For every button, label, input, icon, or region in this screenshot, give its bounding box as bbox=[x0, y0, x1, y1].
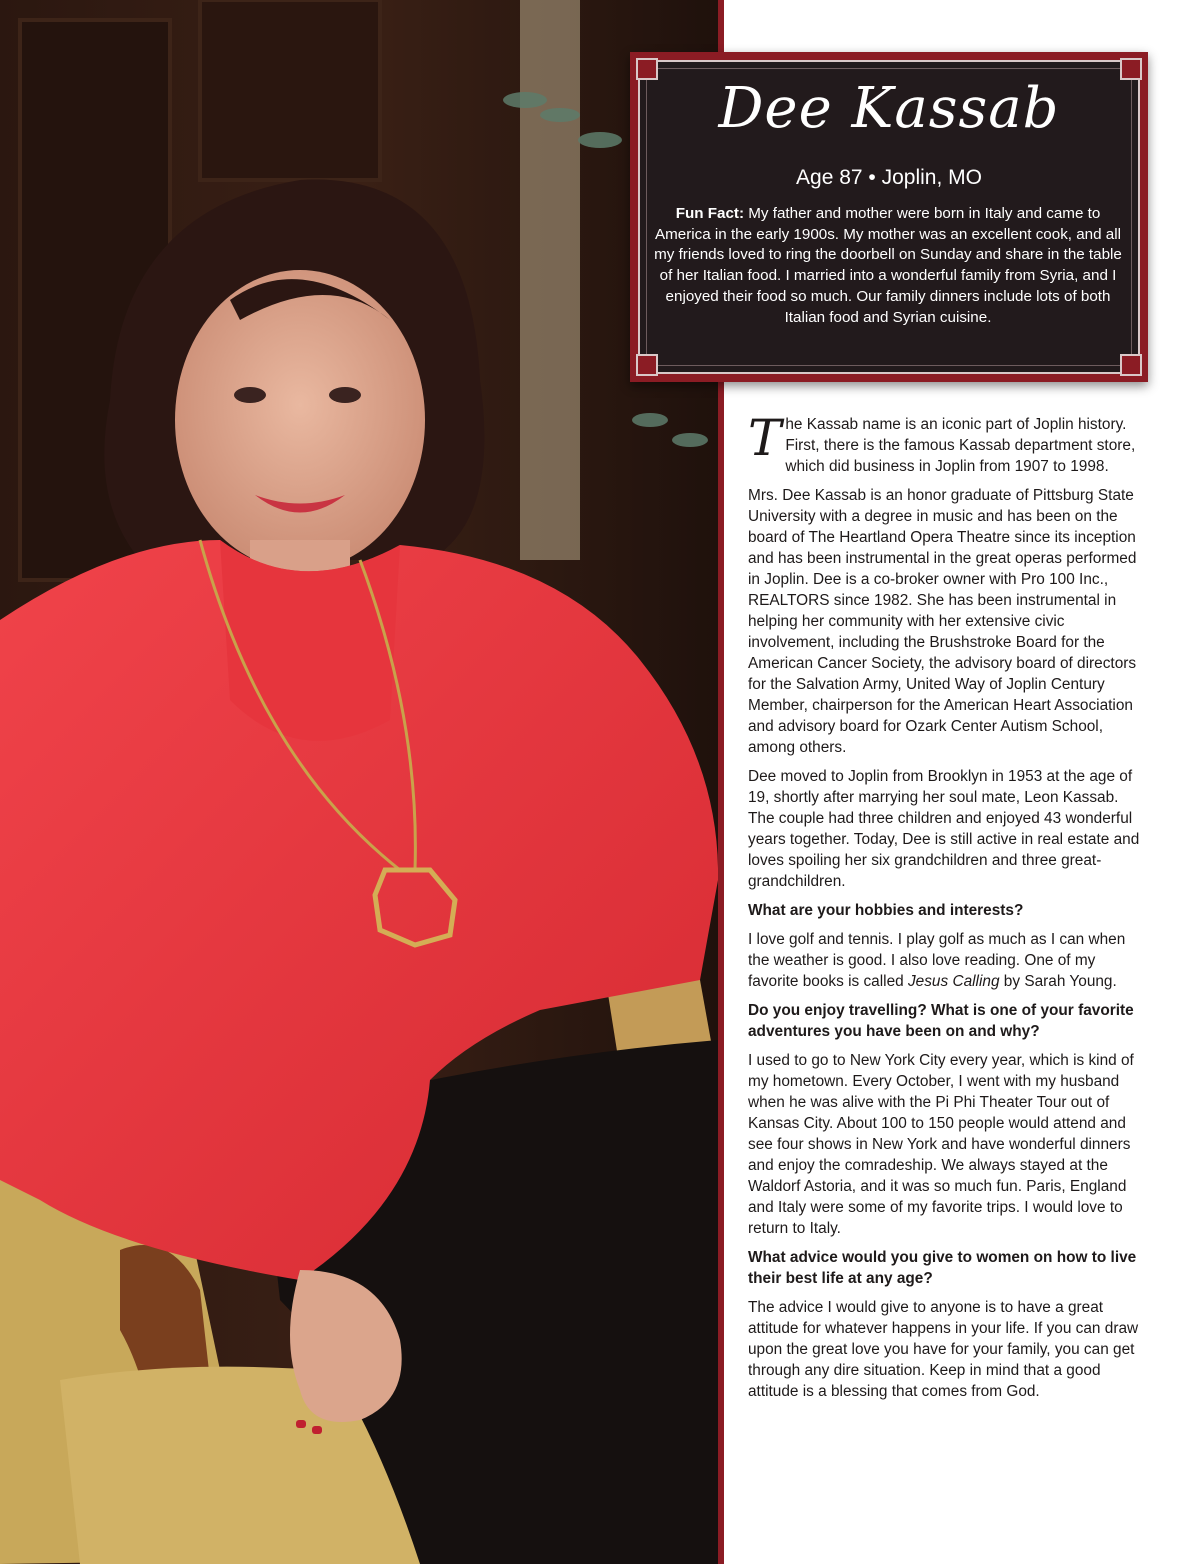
fun-fact-text: My father and mother were born in Italy and came to America in the early 1900s. My mother was an excellent cook, and all my friends loved to ring the doorbell on Sunday and share in the table of her Italian food. I married into a wonderful family from Syria, and I enjoyed their food so much. Our family dinners include lots of both Italian food and Syrian cuisine. bbox=[654, 205, 1122, 326]
answer-text: by Sarah Young. bbox=[999, 973, 1117, 990]
question-heading: Do you enjoy travelling? What is one of your favorite adventures you have been on and why? bbox=[748, 1002, 1134, 1040]
question-heading: What are your hobbies and interests? bbox=[748, 902, 1024, 919]
face bbox=[175, 270, 425, 570]
lamp-pole bbox=[520, 0, 580, 560]
answer-paragraph: The advice I would give to anyone is to have a great attitude for whatever happens in your life. If you can draw upon the great love you have for your family, you can get through any dire situation. Keep in mind that a good attitude is a blessing that comes from God. bbox=[748, 1299, 1139, 1400]
profile-age-location: Age 87 • Joplin, MO bbox=[796, 166, 982, 189]
answer-text: I love golf and tennis. I play golf as much as I can when the weather is good. I also love reading. One of my favorite books is called bbox=[748, 931, 1126, 990]
fun-fact bbox=[650, 204, 1126, 328]
profile-name: Dee Kassab bbox=[718, 76, 1060, 141]
article-paragraph: Mrs. Dee Kassab is an honor graduate of Pittsburg State University with a degree in music and has been on the board of The Heartland Opera Theatre since its inception and has been instrumental in the great operas performed in Joplin. Dee is a co-broker owner with Pro 100 Inc., REALTORS since 1982. She has been instrumental in helping her community with her extensive civic involvement, including the Brushstroke Board for the American Cancer Society, the advisory board of directors for the Salvation Army, United Way of Joplin Century Member, chairperson for the American Heart Association and advisory board for Ozark Center Autism School, among others. bbox=[748, 487, 1137, 756]
article-body bbox=[748, 409, 1142, 1410]
article-intro bbox=[748, 409, 1142, 477]
intro-text: he Kassab name is an iconic part of Joplin history. First, there is the famous Kassab department store, which did business in Joplin from 1907 to 1998. bbox=[785, 416, 1136, 475]
drop-cap: T bbox=[748, 409, 782, 467]
question-heading: What advice would you give to women on how to live their best life at any age? bbox=[748, 1249, 1137, 1287]
article-paragraph: Dee moved to Joplin from Brooklyn in 1953 at the age of 19, shortly after marrying her soul mate, Leon Kassab. The couple had three children and enjoyed 43 wonderful years together. Today, Dee is still active in real estate and loves spoiling her six grandchildren and three great-grandchildren. bbox=[748, 768, 1140, 890]
corner-ornament bbox=[636, 354, 658, 376]
fun-fact-label: Fun Fact: bbox=[675, 205, 745, 222]
book-title: Jesus Calling bbox=[907, 973, 1000, 990]
answer-paragraph: I used to go to New York City every year, which is kind of my hometown. Every October, I went with my husband when he was alive with the Pi Phi Theater Tour out of Kansas City. About 100 to 150 people would attend and see four shows in New York and have wonderful dinners and enjoy the comradeship. We always stayed at the Waldorf Astoria, and it was so much fun. Paris, England and Italy were some of my favorite trips. I would love to return to Italy. bbox=[748, 1052, 1134, 1237]
answer-paragraph bbox=[748, 929, 1142, 992]
corner-ornament bbox=[1120, 354, 1142, 376]
